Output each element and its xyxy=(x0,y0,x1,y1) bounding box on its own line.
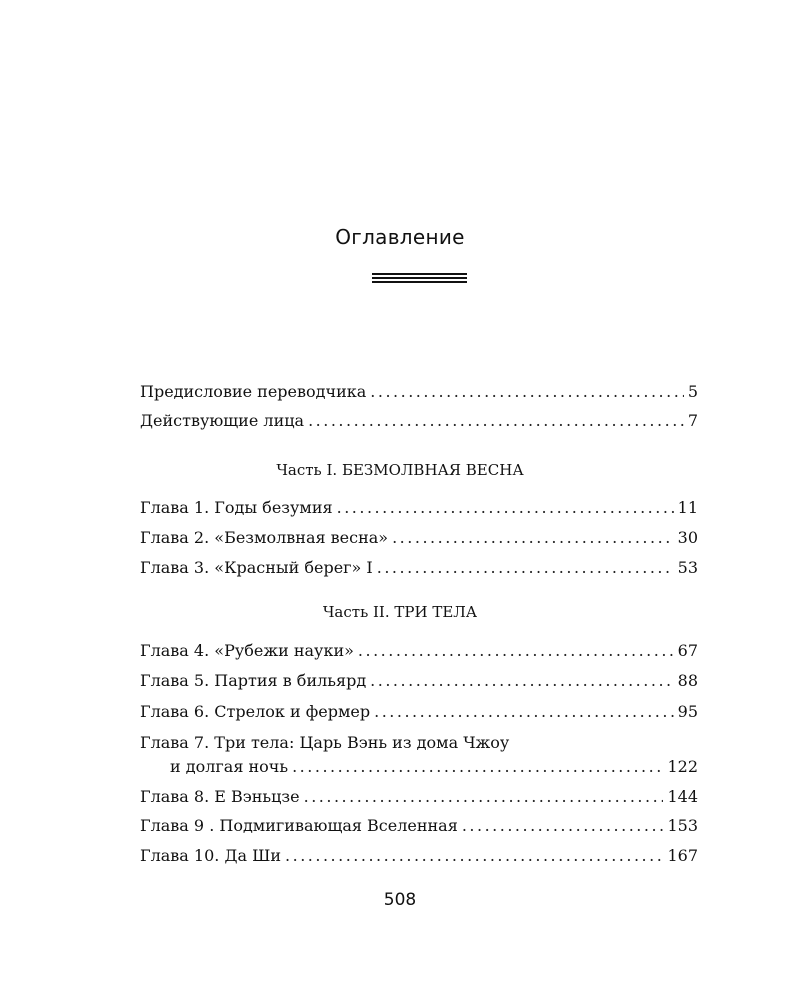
toc-entry-chapter-10 xyxy=(140,846,698,866)
toc-entry-chapter-4 xyxy=(140,641,698,661)
toc-entry-chapter-8 xyxy=(140,787,698,807)
toc-entry-chapter-2 xyxy=(140,528,698,548)
toc-entry-chapter-7 xyxy=(140,757,698,777)
toc-entry-page: 88 xyxy=(677,671,698,690)
toc-entry-label: Глава 10. Да Ши xyxy=(140,846,282,865)
dot-leader xyxy=(308,411,684,431)
dot-leader xyxy=(292,757,663,777)
toc-entry-label: Глава 4. «Рубежи науки» xyxy=(140,641,354,660)
dot-leader xyxy=(370,671,673,691)
toc-entry-label: Глава 5. Партия в бильярд xyxy=(140,671,367,690)
toc-entry-page: 167 xyxy=(667,846,698,865)
toc-entry-chapter-7-line-1: Глава 7. Три тела: Царь Вэнь из дома Чжоу xyxy=(140,733,510,752)
dot-leader xyxy=(374,702,674,722)
toc-entry-label: Предисловие переводчика xyxy=(140,382,367,401)
dot-leader xyxy=(392,528,674,548)
dot-leader xyxy=(337,498,674,518)
toc-entry-label: Глава 6. Стрелок и фермер xyxy=(140,702,371,721)
dot-leader xyxy=(304,787,664,807)
toc-entry-chapter-3 xyxy=(140,558,698,578)
toc-entry-page: 5 xyxy=(687,382,698,401)
toc-entry-chapter-6 xyxy=(140,702,698,722)
title-ornament-divider xyxy=(372,273,467,284)
toc-entry-label: Глава 9 . Подмигивающая Вселенная xyxy=(140,816,458,835)
toc-entry-page: 95 xyxy=(677,702,698,721)
toc-entry-chapter-5 xyxy=(140,671,698,691)
toc-entry-page: 144 xyxy=(667,787,698,806)
toc-entry-characters xyxy=(140,411,698,431)
dot-leader xyxy=(285,846,663,866)
toc-entry-page: 153 xyxy=(667,816,698,835)
toc-entry-chapter-9 xyxy=(140,816,698,836)
dot-leader xyxy=(377,558,674,578)
toc-entry-chapter-1 xyxy=(140,498,698,518)
toc-entry-label: Глава 1. Годы безумия xyxy=(140,498,333,517)
dot-leader xyxy=(370,382,684,402)
dot-leader xyxy=(358,641,674,661)
toc-entry-label: Глава 3. «Красный берег» I xyxy=(140,558,373,577)
toc-entry-page: 67 xyxy=(677,641,698,660)
toc-entry-label: Действующие лица xyxy=(140,411,305,430)
toc-title: Оглавление xyxy=(335,225,465,249)
toc-entry-page: 122 xyxy=(667,757,698,776)
toc-entry-label: Глава 8. Е Вэньцзе xyxy=(140,787,300,806)
toc-entry-page: 11 xyxy=(677,498,698,517)
page-number: 508 xyxy=(383,890,417,910)
toc-entry-label: Глава 2. «Безмолвная весна» xyxy=(140,528,389,547)
toc-entry-page: 7 xyxy=(687,411,698,430)
toc-entry-page: 30 xyxy=(677,528,698,547)
toc-entry-translator-preface xyxy=(140,382,698,402)
toc-entry-page: 53 xyxy=(677,558,698,577)
dot-leader xyxy=(462,816,664,836)
toc-entry-label: и долгая ночь xyxy=(170,757,289,776)
part-heading-1: Часть I. БЕЗМОЛВНАЯ ВЕСНА xyxy=(276,461,524,479)
part-heading-2: Часть II. ТРИ ТЕЛА xyxy=(322,603,478,621)
